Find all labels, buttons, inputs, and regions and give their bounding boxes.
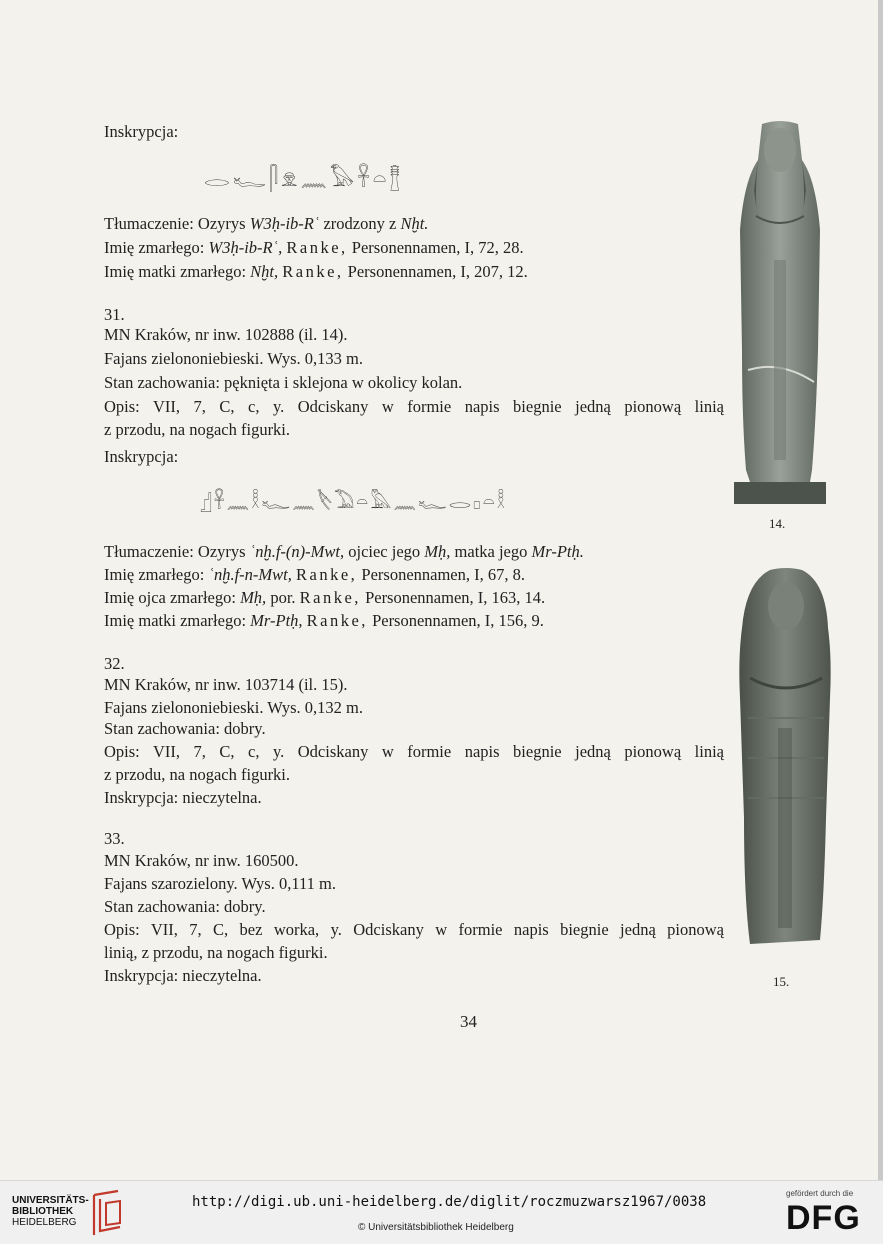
- ushabti-figure-14: [734, 120, 826, 506]
- translation-line: Tłumaczenie: Ozyrys ʿnḫ.f-(n)-Mwt, ojciec jego Mḥ, matka jego Mr-Ptḥ.: [104, 542, 584, 561]
- permalink-url[interactable]: http://digi.ub.uni-heidelberg.de/diglit/roczmuzwarsz1967/0038: [192, 1194, 707, 1210]
- museum-line: MN Kraków, nr inw. 102888 (il. 14).: [104, 325, 348, 344]
- entry-number: 31.: [104, 305, 125, 324]
- material-line: Fajans zielononiebieski. Wys. 0,133 m.: [104, 349, 364, 368]
- condition-line: Stan zachowania: dobry.: [104, 897, 266, 916]
- copyright-notice: © Universitätsbibliothek Heidelberg: [358, 1222, 514, 1233]
- entry-number: 32.: [104, 654, 125, 673]
- hieroglyphic-inscription: 𓂋𓆑𓋴𓁷𓈖𓅃𓋹𓏏𓊽: [204, 167, 404, 192]
- condition-line: Stan zachowania: dobry.: [104, 719, 266, 738]
- condition-line: Stan zachowania: pęknięta i sklejona w okolicy kolan.: [104, 373, 463, 392]
- inscription-label: Inskrypcja:: [104, 447, 179, 466]
- description-line: linią, z przodu, na nogach figurki.: [104, 943, 328, 962]
- museum-line: MN Kraków, nr inw. 160500.: [104, 851, 299, 870]
- entry-number: 33.: [104, 829, 125, 848]
- library-emblem-icon: [90, 1189, 124, 1237]
- material-line: Fajans zielononiebieski. Wys. 0,132 m.: [104, 698, 364, 717]
- deceased-name-line: Imię zmarłego: ʿnḫ.f-n-Mwt, Ranke, Personennamen, I, 67, 8.: [104, 565, 525, 584]
- inscription-line: Inskrypcja: nieczytelna.: [104, 788, 262, 807]
- mother-name-line: Imię matki zmarłego: Mr-Ptḥ, Ranke, Personennamen, I, 156, 9.: [104, 611, 544, 630]
- inscription-line: Inskrypcja: nieczytelna.: [104, 966, 262, 985]
- museum-line: MN Kraków, nr inw. 103714 (il. 15).: [104, 675, 348, 694]
- description-line: z przodu, na nogach figurki.: [104, 765, 291, 784]
- figure-caption: 14.: [769, 516, 786, 531]
- ushabti-figure-15: [736, 568, 834, 954]
- figure-caption: 15.: [773, 974, 790, 989]
- hieroglyphic-inscription: 𓊨𓋹𓈖𓎛𓆑𓈖𓌸𓅐𓏏𓅓𓈖𓆑𓂋𓊪𓏏𓎛: [200, 491, 508, 513]
- viewer-footer: [0, 1180, 883, 1244]
- description-line: z przodu, na nogach figurki.: [104, 420, 291, 439]
- description-line: Opis: VII, 7, C, c, y. Odciskany w formie napis biegnie jedną pionową linią: [104, 742, 724, 761]
- funding-note: gefördert durch die: [786, 1189, 854, 1198]
- page-number: 34: [460, 1012, 477, 1031]
- translation-line: Tłumaczenie: Ozyrys W3ḥ-ib-Rʿ zrodzony z Nḫt.: [104, 214, 429, 233]
- dfg-logo[interactable]: DFG: [786, 1199, 861, 1237]
- description-line: Opis: VII, 7, C, c, y. Odciskany w formie napis biegnie jedną pionową linią: [104, 397, 724, 416]
- deceased-name-line: Imię zmarłego: W3ḥ-ib-Rʿ, Ranke, Personennamen, I, 72, 28.: [104, 238, 524, 257]
- university-library-logo[interactable]: UNIVERSITÄTS- BIBLIOTHEK HEIDELBERG: [12, 1195, 89, 1228]
- father-name-line: Imię ojca zmarłego: Mḥ, por. Ranke, Personennamen, I, 163, 14.: [104, 588, 546, 607]
- inscription-label: Inskrypcja:: [104, 122, 179, 141]
- material-line: Fajans szarozielony. Wys. 0,111 m.: [104, 874, 336, 893]
- mother-name-line: Imię matki zmarłego: Nḫt, Ranke, Personennamen, I, 207, 12.: [104, 262, 528, 281]
- description-line: Opis: VII, 7, C, bez worka, y. Odciskany w formie napis biegnie jedną pionową: [104, 920, 724, 939]
